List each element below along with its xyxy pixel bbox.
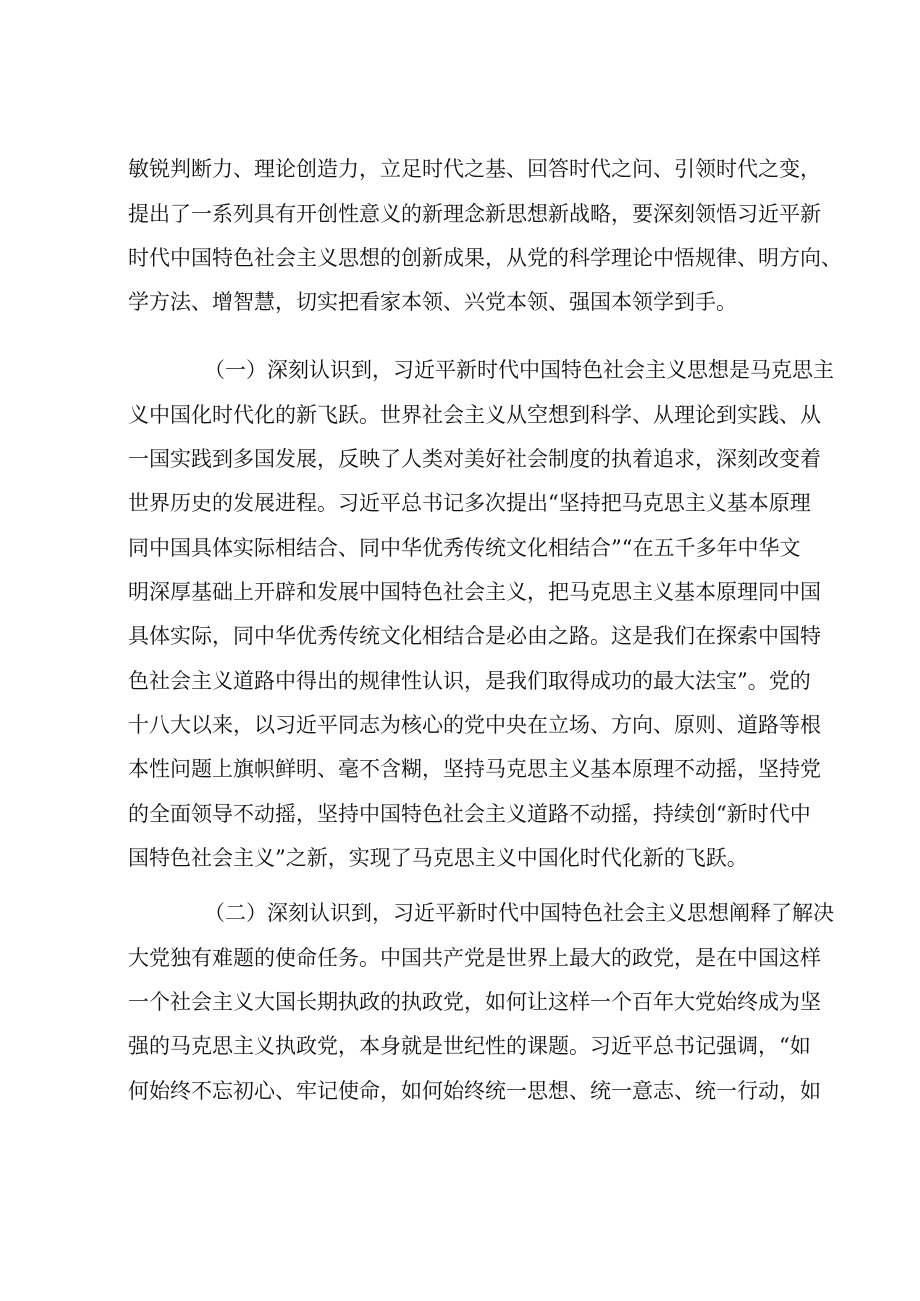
text-line: 学方法、增智慧，切实把看家本领、兴党本领、强国本领学到手。 xyxy=(128,290,737,314)
text-line: （一）深刻认识到，习近平新时代中国特色社会主义思想是马克思主 xyxy=(204,358,834,382)
text-line: 世界历史的发展进程。习近平总书记多次提出“坚持把马克思主义基本原理 xyxy=(128,491,811,515)
text-line: 何始终不忘初心、牢记使命，如何始终统一思想、统一意志、统一行动，如 xyxy=(128,1079,821,1103)
text-line: 义中国化时代化的新飞跃。世界社会主义从空想到科学、从理论到实践、从 xyxy=(128,403,821,427)
text-line: 强的马克思主义执政党，本身就是世纪性的课题。习近平总书记强调，“如 xyxy=(128,1034,811,1058)
text-line: 国特色社会主义”之新，实现了马克思主义中国化时代化新的飞跃。 xyxy=(128,846,748,870)
text-line: 提出了一系列具有开创性意义的新理念新思想新战略，要深刻领悟习近平新 xyxy=(128,202,821,226)
text-line: 一个社会主义大国长期执政的执政党，如何让这样一个百年大党始终成为坚 xyxy=(128,990,821,1014)
text-line: （二）深刻认识到，习近平新时代中国特色社会主义思想阐释了解决 xyxy=(204,901,834,925)
text-line: 色社会主义道路中得出的规律性认识，是我们取得成功的最大法宝”。党的 xyxy=(128,669,811,693)
text-line: 一国实践到多国发展，反映了人类对美好社会制度的执着追求，深刻改变着 xyxy=(128,447,821,471)
text-line: 明深厚基础上开辟和发展中国特色社会主义，把马克思主义基本原理同中国 xyxy=(128,580,821,604)
text-line: 的全面领导不动摇，坚持中国特色社会主义道路不动摇，持续创“新时代中 xyxy=(128,802,811,826)
text-line: 时代中国特色社会主义思想的创新成果，从党的科学理论中悟规律、明方向、 xyxy=(128,246,842,270)
text-line: 本性问题上旗帜鲜明、毫不含糊，坚持马克思主义基本原理不动摇，坚持党 xyxy=(128,757,821,781)
text-line: 同中国具体实际相结合、同中华优秀传统文化相结合”“在五千多年中华文 xyxy=(128,536,801,560)
text-line: 敏锐判断力、理论创造力，立足时代之基、回答时代之问、引领时代之变， xyxy=(128,157,821,181)
text-line: 具体实际，同中华优秀传统文化相结合是必由之路。这是我们在探索中国特 xyxy=(128,624,821,648)
text-line: 十八大以来，以习近平同志为核心的党中央在立场、方向、原则、道路等根 xyxy=(128,713,821,737)
text-line: 大党独有难题的使命任务。中国共产党是世界上最大的政党，是在中国这样 xyxy=(128,946,821,970)
